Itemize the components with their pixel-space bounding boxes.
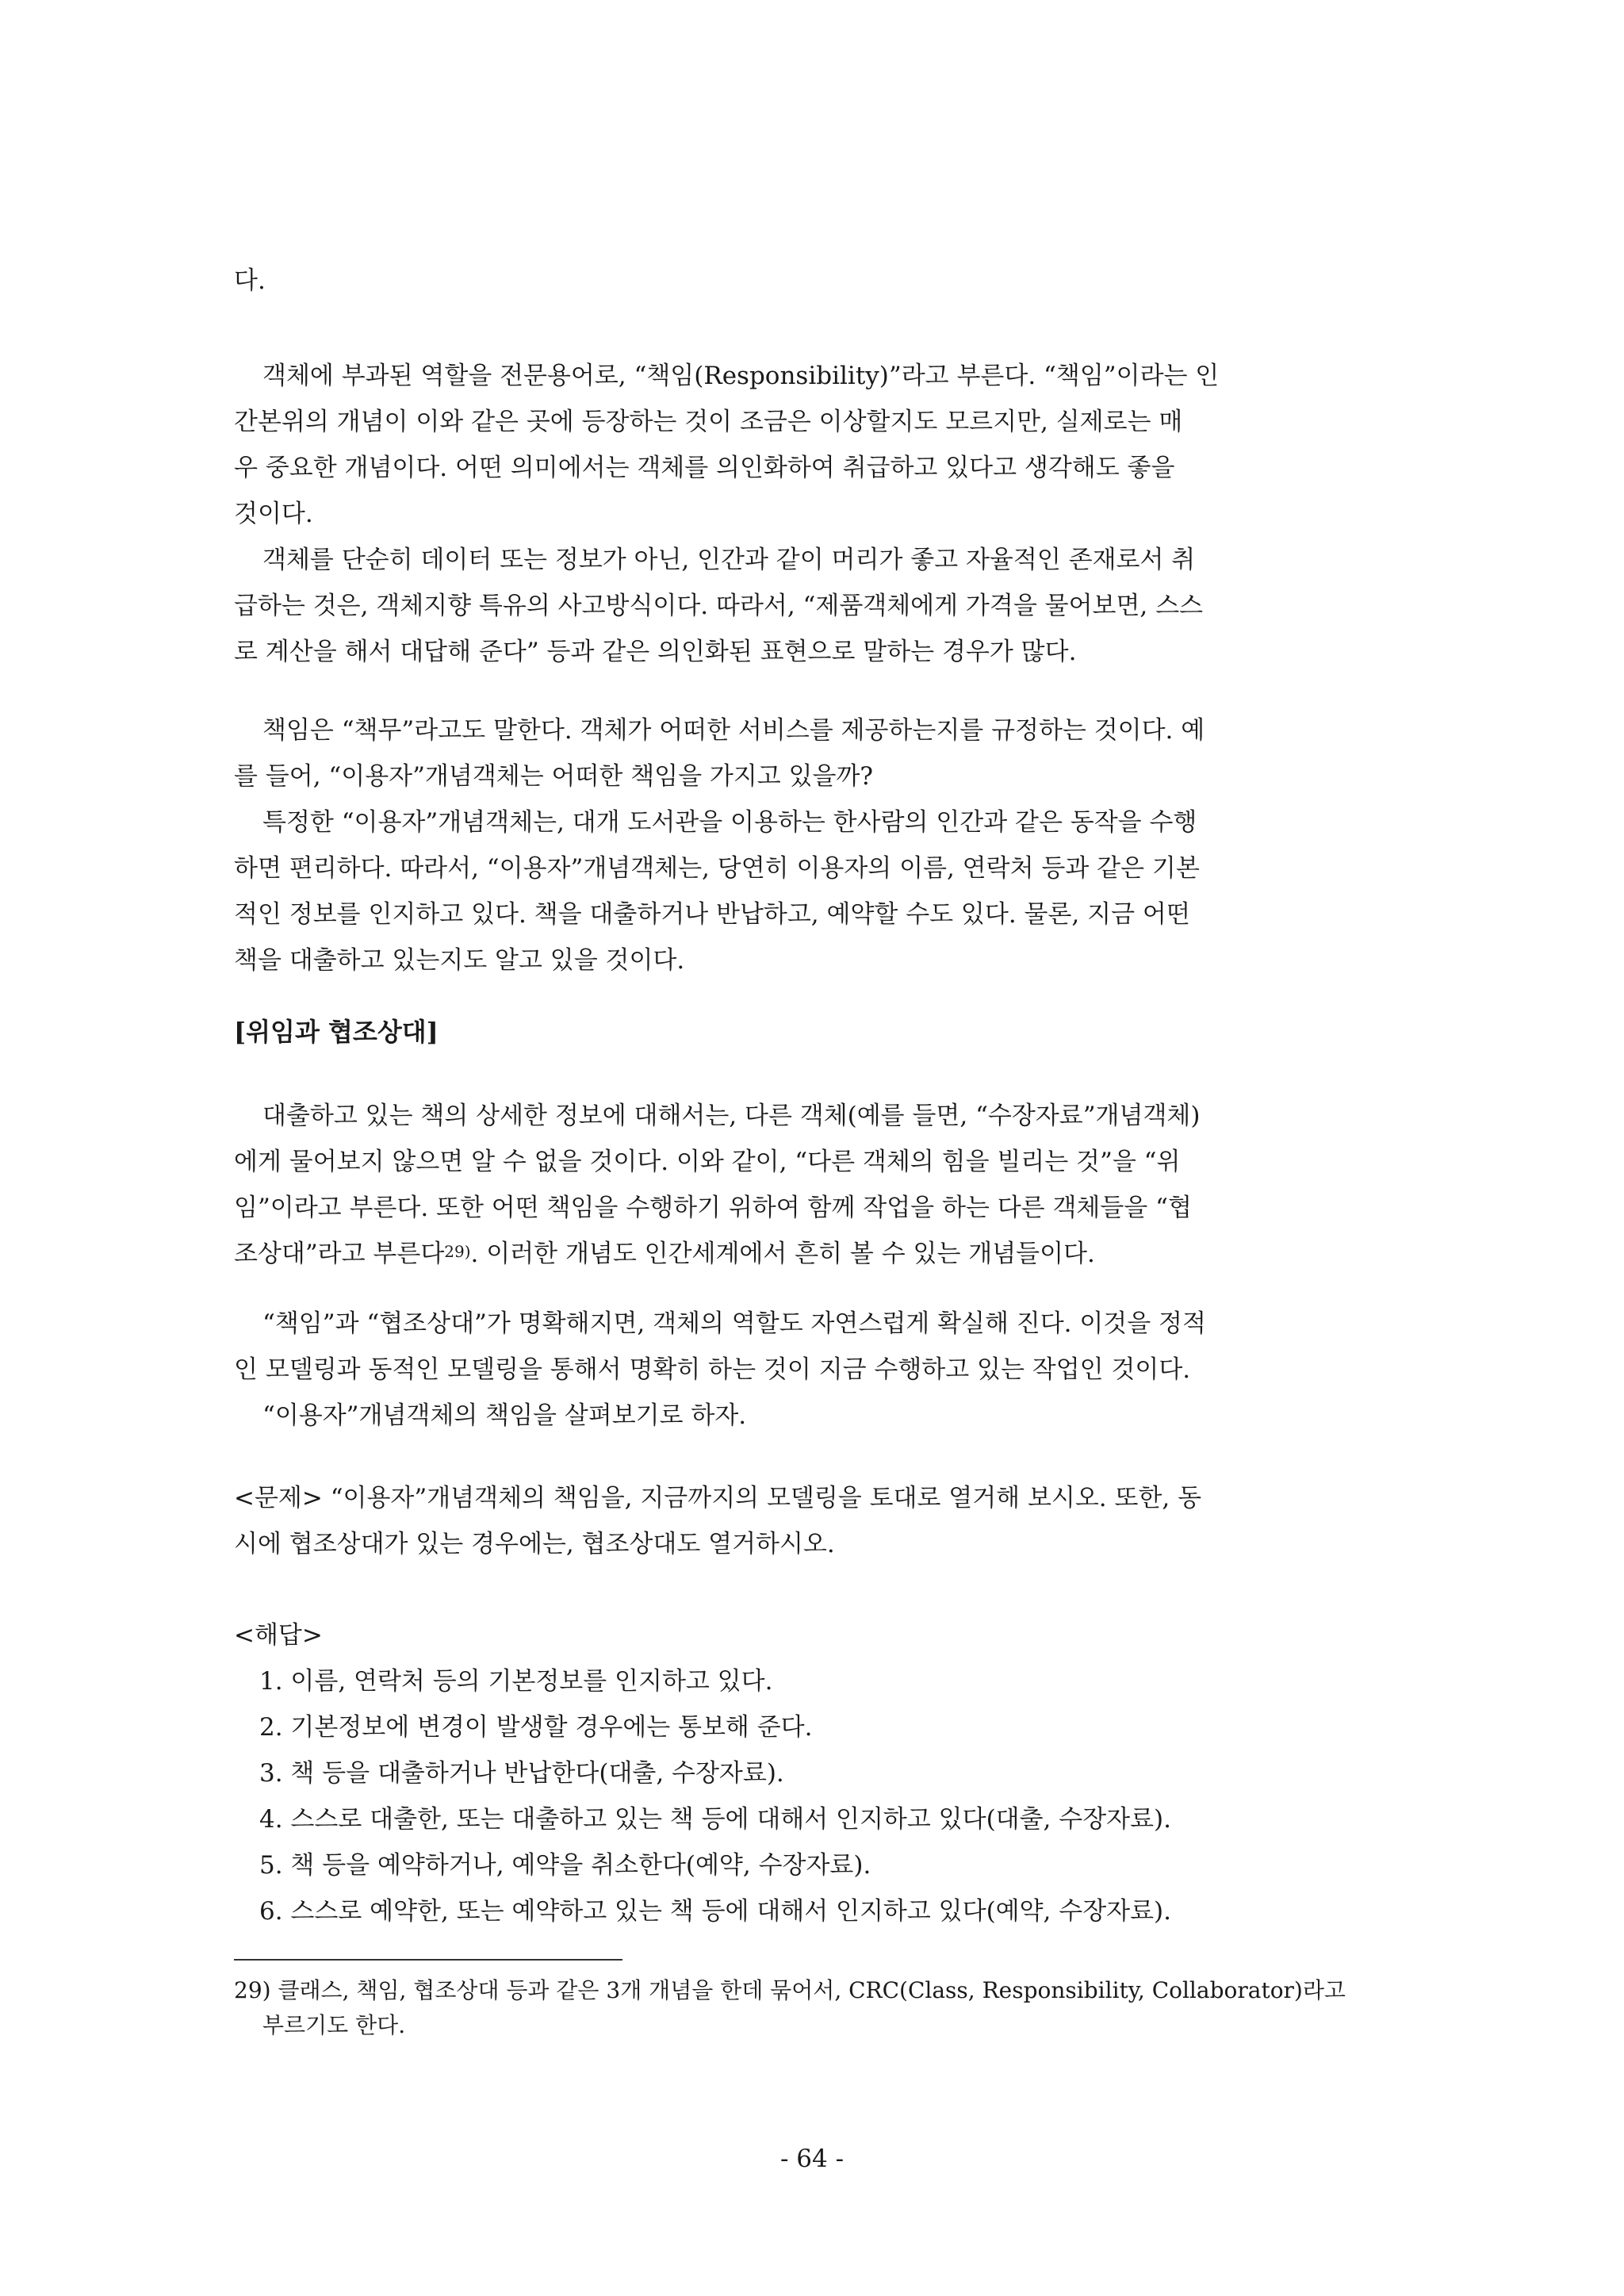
text-fragment: . 이러한 개념도 인간세계에서 흔히 볼 수 있는 개념들이다. [470, 1240, 1095, 1268]
answer-item: 6. 스스로 예약한, 또는 예약하고 있는 책 등에 대해서 인지하고 있다(예약, 수장자료). [259, 1897, 1171, 1926]
text-line: 를 들어, “이용자”개념객체는 어떠한 책임을 가지고 있을까? [234, 762, 874, 791]
paragraph-responsibility [234, 353, 1400, 537]
answer-item: 5. 책 등을 예약하거나, 예약을 취소한다(예약, 수장자료). [259, 1851, 871, 1880]
paragraph-clarity [234, 1301, 1400, 1439]
page-number: - 64 - [779, 2145, 845, 2173]
answer-section [234, 1612, 1400, 1934]
text-line: 적인 정보를 인지하고 있다. 책을 대출하거나 반납하고, 예약할 수도 있다. 물론, 지금 어떤 [234, 900, 1190, 929]
footnote-reference: 29) [444, 1242, 471, 1261]
text-line: 간본위의 개념이 이와 같은 곳에 등장하는 것이 조금은 이상할지도 모르지만, 실제로는 매 [234, 408, 1183, 436]
paragraph-user-object [234, 799, 1400, 983]
text-fragment: 조상대”라고 부른다 [234, 1240, 445, 1268]
text-line [234, 1231, 1400, 1277]
section-heading: [위임과 협조상대] [234, 1017, 439, 1047]
answer-item: 3. 책 등을 대출하거나 반납한다(대출, 수장자료). [259, 1759, 784, 1788]
text-line: “책임”과 “협조상대”가 명확해지면, 객체의 역할도 자연스럽게 확실해 진다. 이것을 정적 [262, 1309, 1206, 1338]
text-line: 대출하고 있는 책의 상세한 정보에 대해서는, 다른 객체(예를 들면, “수장자료”개념객체) [262, 1102, 1201, 1130]
footnote-line: 부르기도 한다. [262, 2012, 406, 2038]
text-line: 객체를 단순히 데이터 또는 정보가 아닌, 인간과 같이 머리가 좋고 자율적인 존재로서 취 [262, 546, 1196, 574]
answer-label: <해답> [234, 1621, 323, 1650]
text-line: 에게 물어보지 않으면 알 수 없을 것이다. 이와 같이, “다른 객체의 힘을 빌리는 것”을 “위 [234, 1148, 1181, 1176]
footnote-divider [234, 1959, 622, 1961]
text-line: 특정한 “이용자”개념객체는, 대개 도서관을 이용하는 한사람의 인간과 같은 동작을 수행 [262, 808, 1197, 837]
text-line: 것이다. [234, 500, 313, 528]
paragraph-problem [234, 1475, 1400, 1567]
paragraph-continuation [234, 258, 1400, 304]
text-line: 책을 대출하고 있는지도 알고 있을 것이다. [234, 946, 685, 975]
text-line: “이용자”개념객체의 책임을 살펴보기로 하자. [262, 1401, 747, 1430]
text-line: 다. [234, 266, 266, 295]
answer-item: 1. 이름, 연락처 등의 기본정보를 인지하고 있다. [259, 1667, 773, 1696]
text-line: <문제> “이용자”개념객체의 책임을, 지금까지의 모델링을 토대로 열거해 보시오. 또한, 동 [234, 1484, 1202, 1512]
text-line: 책임은 “책무”라고도 말한다. 객체가 어떠한 서비스를 제공하는지를 규정하는 것이다. 예 [262, 716, 1205, 745]
text-line: 하면 편리하다. 따라서, “이용자”개념객체는, 당연히 이용자의 이름, 연락처 등과 같은 기본 [234, 854, 1200, 883]
text-line: 인 모델링과 동적인 모델링을 통해서 명확히 하는 것이 지금 수행하고 있는 작업인 것이다. [234, 1355, 1191, 1384]
paragraph-delegation [234, 1093, 1400, 1277]
answer-item: 4. 스스로 대출한, 또는 대출하고 있는 책 등에 대해서 인지하고 있다(대출, 수장자료). [259, 1805, 1171, 1834]
answer-item: 2. 기본정보에 변경이 발생할 경우에는 통보해 준다. [259, 1713, 813, 1742]
paragraph-duty [234, 707, 1400, 799]
text-line: 급하는 것은, 객체지향 특유의 사고방식이다. 따라서, “제품객체에게 가격을 물어보면, 스스 [234, 592, 1204, 620]
text-line: 우 중요한 개념이다. 어떤 의미에서는 객체를 의인화하여 취급하고 있다고 생각해도 좋을 [234, 454, 1175, 482]
text-line: 로 계산을 해서 대답해 준다” 등과 같은 의인화된 표현으로 말하는 경우가 많다. [234, 638, 1077, 666]
paragraph-autonomy [234, 537, 1400, 675]
text-line: 객체에 부과된 역할을 전문용어로, “책임(Responsibility)”라고 부른다. “책임”이라는 인 [262, 362, 1220, 390]
text-line: 시에 협조상대가 있는 경우에는, 협조상대도 열거하시오. [234, 1530, 835, 1558]
footnote-line: 29) 클래스, 책임, 협조상대 등과 같은 3개 개념을 한데 묶어서, CRC(Class, Responsibility, Collaborator)라고 [234, 1977, 1346, 2003]
text-line: 임”이라고 부른다. 또한 어떤 책임을 수행하기 위하여 함께 작업을 하는 다른 객체들을 “협 [234, 1194, 1192, 1222]
footnote [234, 1973, 1400, 2043]
